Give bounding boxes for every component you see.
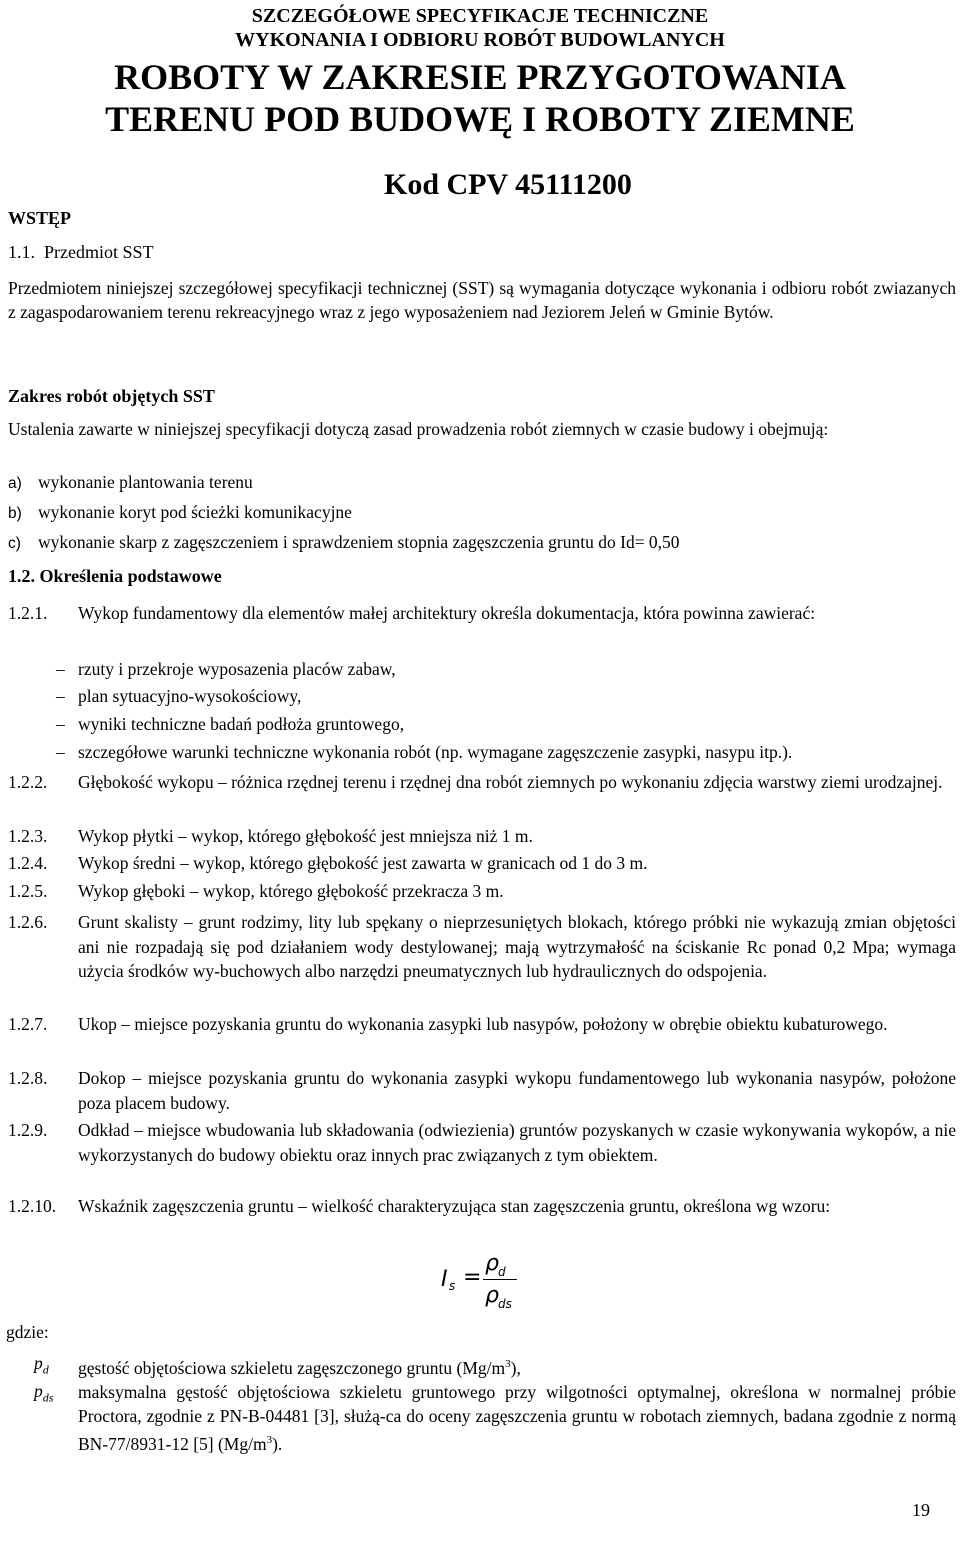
symbol-pds-definition [78,1380,956,1456]
formula-lhs-sub: s [449,1279,456,1293]
section-1-1-title: Przedmiot SST [44,242,154,262]
definition-text: gęstość objętościowa szkieletu zagęszczonego gruntu (Mg/m [78,1357,506,1378]
definition-number: 1.2.8. [8,1068,48,1088]
cpv-code: Kod CPV 45111200 [384,168,632,201]
page-number: 19 [912,1500,930,1520]
definition-1-2-3 [8,824,956,849]
scope-heading: Zakres robót objętych SST [8,386,215,406]
scope-item-text: wykonanie plantowania terenu [38,472,253,492]
definition-text: Dokop – miejsce pozyskania gruntu do wykonania zasypki wykopu fundamentowego lub wykonania nasypów, położone poza placem budowy. [78,1068,956,1113]
intro-paragraph: Przedmiotem niniejszej szczegółowej specyfikacji technicznej (SST) są wymagania dotyczące wykonania i odbioru robót zwiazanych z zagaspodarowaniem terenu rekreacyjnego wraz z jego wyposażeniem nad Jeziorem Jeleń w Gminie Bytów. [8,278,956,322]
formula-lhs: I [441,1267,448,1292]
section-1-1-num: 1.1. [8,242,35,262]
bullet-item [56,657,396,681]
definition-1-2-1 [8,601,956,626]
definition-text: Wykop fundamentowy dla elementów małej architektury określa dokumentacja, która powinna zawierać: [78,603,816,623]
bullet-dash: – [56,659,65,679]
definition-number: 1.2.4. [8,853,48,873]
bullet-dash: – [56,742,65,762]
definition-1-2-9 [8,1118,956,1167]
definition-1-2-7 [8,1012,956,1037]
scope-item-b [8,500,352,526]
definition-text: Głębokość wykopu – różnica rzędnej terenu i rzędnej dna robót ziemnych po wykonaniu zdjęcia warstwy ziemi urodzajnej. [78,772,943,792]
bullet-text: szczegółowe warunki techniczne wykonania robót (np. wymagane zagęszczenie zasypki, nasypu itp.). [78,742,793,762]
symbol-pds [34,1381,53,1406]
definition-text: Wykop średni – wykop, którego głębokość jest zawarta w granicach od 1 do 3 m. [78,853,648,873]
scope-item-text: wykonanie skarp z zagęszczeniem i sprawdzeniem stopnia zagęszczenia gruntu do Id= 0,50 [38,532,680,552]
definition-text: Wskaźnik zagęszczenia gruntu – wielkość charakteryzująca stan zagęszczenia gruntu, określona wg wzoru: [78,1196,831,1216]
symbol-letter: p [34,1381,43,1401]
definition-text: maksymalna gęstość objętościowa szkieletu gruntowego przy wilgotności optymalnej, określona w normalnej próbie Proctora, zgodnie z PN-B-04481 [3], służą-ca do oceny zagęszczenia gruntu w robotach ziemnych, badana zgodnie z normą BN-77/8931-12 [5] (Mg/m [78,1382,956,1454]
bullet-text: wyniki techniczne badań podłoża gruntowego, [78,714,405,734]
scope-paragraph: Ustalenia zawarte w niniejszej specyfikacji dotyczą zasad prowadzenia robót ziemnych w czasie budowy i obejmują: [8,419,829,439]
formula-denominator: ρ [485,1283,499,1308]
fraction-bar [483,1279,517,1280]
spec-line-2: WYKONANIA I ODBIORU ROBÓT BUDOWLANYCH [235,29,725,51]
bullet-item [56,712,404,736]
definitions-heading: 1.2. Określenia podstawowe [8,566,222,586]
symbol-letter: p [34,1353,43,1373]
symbol-sub: d [42,1362,49,1377]
definition-number: 1.2.7. [8,1014,48,1034]
definition-tail: ). [272,1433,283,1454]
bullet-text: rzuty i przekroje wyposazenia placów zabaw, [78,659,396,679]
definition-1-2-4 [8,851,956,876]
scope-item-letter: b) [8,505,22,522]
intro-heading: WSTĘP [8,208,72,228]
definition-1-2-8 [8,1066,956,1115]
definition-number: 1.2.2. [8,772,48,792]
definition-text: Odkład – miejsce wbudowania lub składowania (odwiezienia) gruntów pozyskanych w czasie wykonywania wykopów, a nie wykorzystanych do budowy obiektu oraz innych prac związanych z tym obiektem. [78,1120,956,1165]
definition-text: Ukop – miejsce pozyskania gruntu do wykonania zasypki lub nasypów, położony w obrębie obiektu kubaturowego. [78,1014,888,1034]
scope-item-letter: c) [8,535,21,552]
definition-number: 1.2.1. [8,603,48,623]
formula-numerator: ρ [485,1251,499,1276]
definition-1-2-2 [8,770,956,795]
definition-number: 1.2.10. [8,1196,57,1216]
definition-number: 1.2.5. [8,881,48,901]
superscript: 3 [266,1434,273,1446]
title-line-2: TERENU POD BUDOWĘ I ROBOTY ZIEMNE [105,99,855,139]
definition-1-2-6 [8,910,956,984]
formula-numerator-sub: d [498,1265,506,1279]
symbol-sub: ds [42,1390,54,1405]
scope-item-letter: a) [8,475,22,492]
section-1-1-heading [8,242,154,263]
definition-number: 1.2.9. [8,1120,48,1140]
definition-text: Grunt skalisty – grunt rodzimy, lity lub spękany o nieprzesuniętych blokach, którego próbki nie wykazują zmian objętości ani nie rozpadają się pod działaniem wody destylowanej; mają wytrzymałość na ściskanie Rc ponad 0,2 Mpa; wymaga użycia środków wy-buchowych albo narzędzi pneumatycznych lub hydraulicznych do odspojenia. [78,912,956,981]
title-line-1: ROBOTY W ZAKRESIE PRZYGOTOWANIA [114,57,846,97]
superscript: 3 [505,1358,511,1370]
definition-tail: ), [510,1357,521,1378]
bullet-dash: – [56,686,65,706]
definition-number: 1.2.6. [8,912,48,932]
bullet-dash: – [56,714,65,734]
scope-item-c [8,530,680,556]
scope-item-text: wykonanie koryt pod ścieżki komunikacyjne [38,502,352,522]
where-label: gdzie: [6,1322,49,1342]
compaction-formula [425,1251,535,1315]
definition-number: 1.2.3. [8,826,48,846]
scope-item-a [8,470,253,496]
definition-1-2-10 [8,1194,956,1219]
bullet-item [56,684,301,708]
definition-text: Wykop płytki – wykop, którego głębokość jest mniejsza niż 1 m. [78,826,533,846]
bullet-item [56,740,792,764]
spec-line-1: SZCZEGÓŁOWE SPECYFIKACJE TECHNICZNE [251,5,709,27]
bullet-text: plan sytuacyjno-wysokościowy, [78,686,302,706]
formula-denominator-sub: ds [498,1297,512,1311]
definition-1-2-5 [8,879,956,904]
definition-text: Wykop głęboki – wykop, którego głębokość przekracza 3 m. [78,881,504,901]
symbol-pd-definition [78,1352,956,1380]
formula-equals: = [463,1265,482,1290]
symbol-pd [34,1353,49,1378]
